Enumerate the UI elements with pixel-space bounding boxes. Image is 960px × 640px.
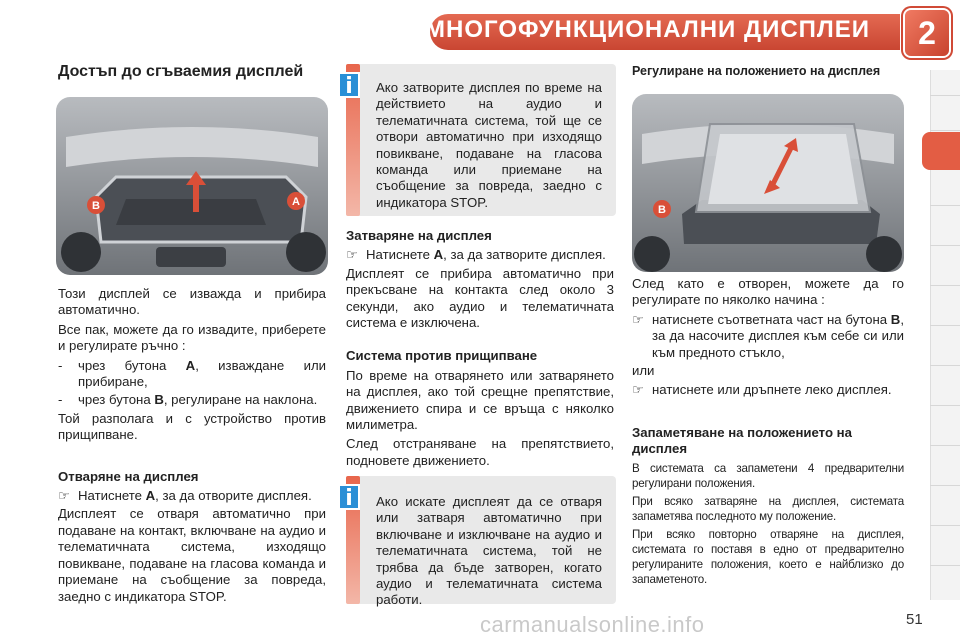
list-item [632, 382, 904, 398]
anti-pinch-note: Той разполага и с устройство против прищипване. [58, 410, 326, 443]
display-open-illustration [632, 94, 904, 272]
list-text: Натиснете [366, 247, 434, 263]
watermark: carmanualsonline.info [480, 612, 705, 637]
chapter-tab[interactable] [930, 245, 960, 246]
page-header [0, 0, 960, 58]
chapter-tab[interactable] [930, 325, 960, 326]
list-item [58, 392, 326, 408]
info-icon: i [338, 72, 360, 98]
button-ref: B [890, 311, 901, 327]
list-text: чрез бутона [78, 357, 186, 373]
list-text: , за да насочите дисплея към себе си или към предното стъкло, [652, 311, 904, 360]
chapter-tab[interactable] [930, 445, 960, 446]
or-text: или [632, 363, 655, 379]
close-heading: Затваряне на дисплея [346, 228, 492, 243]
right-column-text [632, 276, 904, 590]
open-text: Дисплеят се отваря автоматично при подаване на контакт, включване на аудио и телематичната система, изходящо повикване, подаване на гласова команда и приемане на съобщение за повреда, заедно с индикатора STOP. [58, 506, 326, 604]
chapter-tab[interactable] [930, 405, 960, 406]
bullet-hand-icon: ☞ [632, 382, 644, 398]
button-ref: A [145, 488, 156, 504]
info-text: Ако искате дисплеят да се отваря или затваря автоматично при включване и изключване на аудио и телематичната система, той не трябва да бъде затворен, когато аудио и телематичната система работи. [376, 494, 602, 608]
list-text: , за да отворите дисплея. [155, 488, 312, 504]
bullet-hand-icon: ☞ [346, 247, 358, 263]
section-heading-access: Достъп до сгъваемия дисплей [58, 63, 304, 80]
anti-pinch-text: По време на отварянето или затварянето на дисплея, ако той срещне препятствие, движението спира и се връща с няколко милиметра. [346, 367, 614, 433]
list-mark: - [58, 357, 63, 373]
display-closed-illustration [56, 97, 328, 275]
section-heading-adjust: Регулиране на положението на дисплея [632, 64, 881, 78]
adjust-intro: След като е отворен, можете да го регулирате по няколко начина : [632, 276, 904, 308]
chapter-tab[interactable] [930, 525, 960, 526]
button-a-label: A [292, 196, 300, 208]
info-icon: i [338, 484, 360, 510]
list-text: , регулиране на наклона. [163, 392, 318, 408]
open-heading: Отваряне на дисплея [58, 468, 199, 484]
page-number: 51 [906, 611, 923, 628]
button-ref: A [185, 357, 196, 373]
close-text: Дисплеят се прибира автоматично при прекъсване на контакта след около 3 секунди, ако аудио и телематичната система е изключена. [346, 265, 614, 331]
chapter-tab-active[interactable] [922, 132, 960, 170]
memory-heading: Запаметяване на положението на дисплея [632, 424, 852, 457]
left-column-text [58, 286, 326, 608]
memory-text: При всяко затваряне на дисплея, системата запаметява последното му положение. [632, 494, 904, 523]
button-ref: A [433, 247, 444, 263]
button-ref: B [154, 392, 164, 408]
button-b-label: B [92, 200, 100, 212]
list-text: чрез бутона [78, 392, 155, 408]
list-text: натиснете или дръпнете леко дисплея. [652, 382, 892, 398]
bullet-hand-icon: ☞ [58, 488, 70, 504]
anti-pinch-heading: Система против прищипване [346, 348, 538, 364]
chapter-tab[interactable] [930, 485, 960, 486]
list-text: Натиснете [78, 488, 146, 504]
info-box-bottom [345, 476, 616, 608]
memory-text: В системата са запаметени 4 предварителни регулирани положения. [632, 461, 904, 490]
intro-auto: Този дисплей се изважда и прибира автоматично. [58, 286, 326, 318]
middle-column-text [346, 228, 614, 472]
anti-pinch-resume: След отстраняване на препятствието, подновете движението. [346, 436, 614, 468]
chapter-tab[interactable] [930, 365, 960, 366]
list-text: натиснете съответната част на бутона [652, 311, 891, 327]
chapter-tab[interactable] [930, 130, 960, 131]
list-item [58, 488, 326, 504]
bullet-hand-icon: ☞ [632, 311, 644, 327]
chapter-tab[interactable] [930, 205, 960, 206]
chapter-tab[interactable] [930, 95, 960, 96]
list-item [58, 358, 326, 391]
info-text: Ако затворите дисплея по време на действието на аудио и телематичната система, той ще се отвори автоматично при изходящо повикване, подаване на гласова команда или приемане на съобщение за повреда, заедно с индикатора STOP. [376, 80, 602, 210]
chapter-title: МНОГОФУНКЦИОНАЛНИ ДИСПЛЕИ [425, 16, 870, 43]
list-item [632, 312, 904, 361]
button-b-label: B [658, 204, 666, 216]
list-item [346, 247, 614, 263]
list-text: , за да затворите дисплея. [443, 247, 606, 263]
chapter-number-badge: 2 [905, 10, 949, 56]
info-box-top [346, 64, 616, 216]
memory-text: При всяко повторно отваряне на дисплея, системата го поставя в едно от предварително регулираните положения, което е найблизко до запаметеното. [632, 527, 904, 586]
list-text: , изваждане или прибиране, [78, 357, 326, 390]
chapter-tab[interactable] [930, 565, 960, 566]
chapter-tab[interactable] [930, 285, 960, 286]
list-mark: - [58, 392, 63, 408]
intro-manual: Все пак, можете да го извадите, приберете и регулирате ръчно : [58, 321, 326, 354]
